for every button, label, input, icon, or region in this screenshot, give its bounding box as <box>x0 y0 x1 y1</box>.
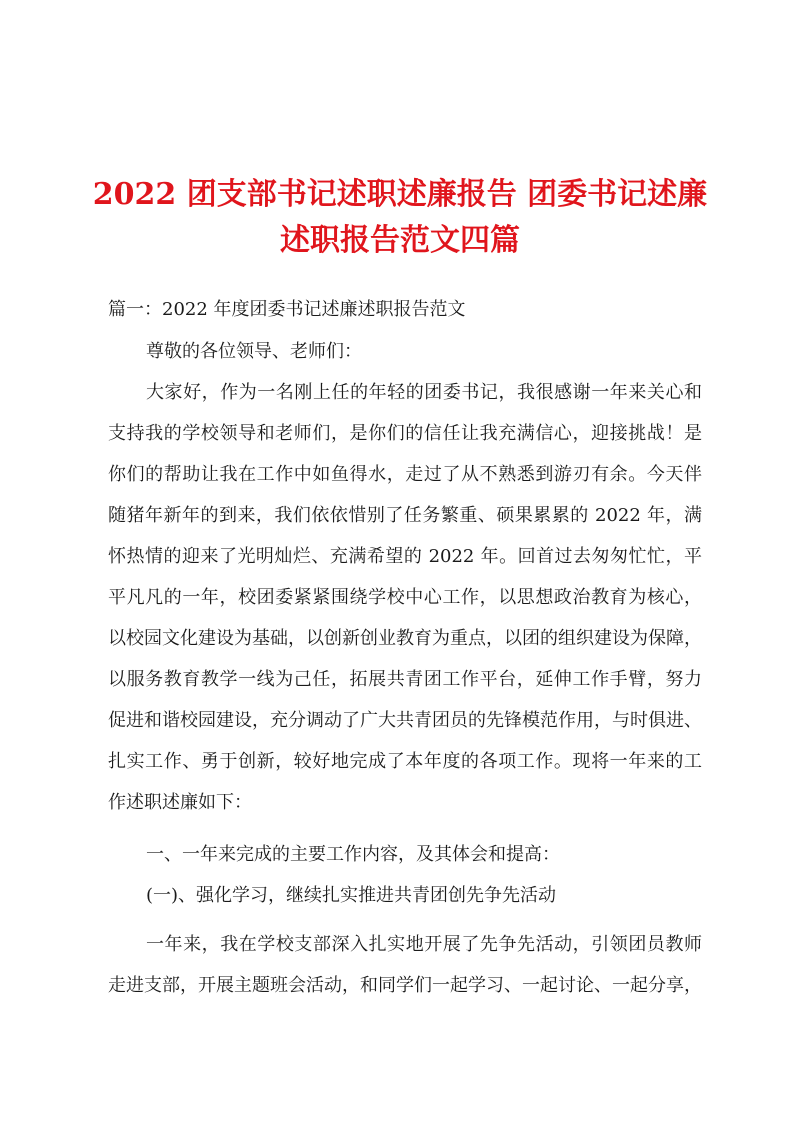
paragraph-line: 大家好，作为一名刚上任的年轻的团委书记，我很感谢一年来关心和 <box>146 382 702 403</box>
paragraph-line: 随猪年新年的到来，我们依依惜别了任务繁重、硕果累累的 2022 年，满 <box>108 505 702 526</box>
document-title <box>60 172 740 264</box>
paragraph-line: 支持我的学校领导和老师们，是你们的信任让我充满信心，迎接挑战！是 <box>108 423 702 444</box>
paragraph-line: 作述职述廉如下： <box>108 792 252 813</box>
title-line-2: 述职报告范文四篇 <box>280 223 520 258</box>
paragraph-line: 你们的帮助让我在工作中如鱼得水，走过了从不熟悉到游刃有余。今天伴 <box>108 464 702 485</box>
paragraph-line: 走进支部，开展主题班会活动，和同学们一起学习、一起讨论、一起分享， <box>108 975 702 996</box>
heading-2: (一)、强化学习，继续扎实推进共青团创先争先活动 <box>146 885 557 906</box>
paragraph-line: 怀热情的迎来了光明灿烂、充满希望的 2022 年。回首过去匆匆忙忙，平 <box>108 546 702 567</box>
section-heading: 篇一：2022 年度团委书记述廉述职报告范文 <box>108 299 466 320</box>
title-line-1: 2022 团支部书记述职述廉报告 团委书记述廉 <box>92 177 708 212</box>
paragraph-line: 一年来，我在学校支部深入扎实地开展了先争先活动，引领团员教师 <box>146 934 702 955</box>
paragraph-line: 促进和谐校园建设，充分调动了广大共青团员的先锋模范作用，与时俱进、 <box>108 710 702 731</box>
salutation: 尊敬的各位领导、老师们： <box>146 341 362 362</box>
paragraph-line: 扎实工作、勇于创新，较好地完成了本年度的各项工作。现将一年来的工 <box>108 751 702 772</box>
paragraph-line: 以服务教育教学一线为己任，拓展共青团工作平台，延伸工作手臂，努力 <box>108 669 702 690</box>
paragraph-line: 平凡凡的一年，校团委紧紧围绕学校中心工作，以思想政治教育为核心， <box>108 587 702 608</box>
heading-1: 一、一年来完成的主要工作内容，及其体会和提高： <box>146 844 560 865</box>
paragraph-line: 以校园文化建设为基础，以创新创业教育为重点，以团的组织建设为保障， <box>108 628 702 649</box>
